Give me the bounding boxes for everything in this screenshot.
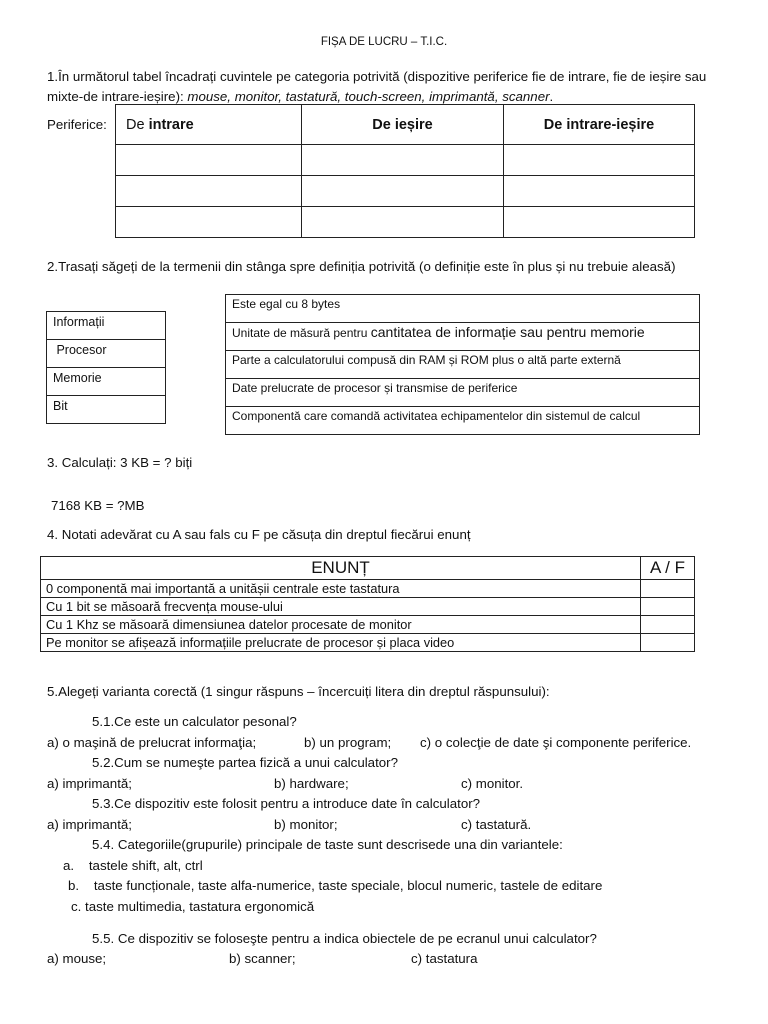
terms-box bbox=[46, 311, 166, 424]
option-b[interactable]: b. taste funcționale, taste alfa-numerice, taste speciale, blocul numeric, tastele de editare bbox=[68, 878, 603, 893]
table-cell[interactable] bbox=[302, 145, 504, 176]
question-1-text: 1.În următorul tabel încadrați cuvintele pe categoria potrivită (dispozitive periferice fie de intrare, fie de ieșire sau mixte-de intrare-ieșire): mouse, monitor, tastatură, touch-screen, imprimantă, scanner. bbox=[47, 69, 707, 104]
peripherals-table bbox=[115, 104, 695, 238]
header-input-output: De intrare-ieșire bbox=[504, 105, 695, 145]
table-cell[interactable] bbox=[116, 145, 302, 176]
header-output: De ieșire bbox=[302, 105, 504, 145]
answer-cell[interactable] bbox=[641, 616, 695, 634]
option-c[interactable]: c) tastatură. bbox=[461, 817, 532, 832]
option-a[interactable]: a) o maşină de prelucrat informaţia; bbox=[47, 735, 257, 750]
table-row: Pe monitor se afișează informațiile prelucrate de procesor și placa video bbox=[41, 634, 641, 652]
answer-cell[interactable] bbox=[641, 580, 695, 598]
question-5-2: 5.2.Cum se numeşte partea fizică a unui calculator? bbox=[92, 755, 398, 770]
term-item: Informații bbox=[47, 312, 165, 340]
question-5-4: 5.4. Categoriile(grupurile) principale de taste sunt descrisede una din variantele: bbox=[92, 837, 563, 852]
definitions-box bbox=[225, 294, 700, 435]
definition-item: Parte a calculatorului compusă din RAM și ROM plus o altă parte externă bbox=[226, 351, 699, 379]
definition-item: Este egal cu 8 bytes bbox=[226, 295, 699, 323]
question-5-1: 5.1.Ce este un calculator pesonal? bbox=[92, 714, 297, 729]
option-b[interactable]: b) un program; bbox=[304, 735, 392, 750]
table-cell[interactable] bbox=[504, 176, 695, 207]
term-item: Memorie bbox=[47, 368, 165, 396]
true-false-table bbox=[40, 556, 695, 652]
question-3-line-2: 7168 KB = ?MB bbox=[51, 498, 145, 513]
table-cell[interactable] bbox=[302, 207, 504, 238]
option-b[interactable]: b) scanner; bbox=[229, 951, 296, 966]
question-2-text: 2.Trasați săgeți de la termenii din stânga spre definiția potrivită (o definiție este în plus și nu trebuie aleasă) bbox=[47, 259, 676, 274]
header-statement: ENUNȚ bbox=[41, 557, 641, 580]
table-row: Cu 1 Khz se măsoară dimensiunea datelor procesate de monitor bbox=[41, 616, 641, 634]
option-a[interactable]: a) imprimantă; bbox=[47, 817, 132, 832]
option-c[interactable]: c) o colecţie de date şi componente periferice. bbox=[420, 735, 692, 750]
table-cell[interactable] bbox=[116, 207, 302, 238]
question-4-text: 4. Notati adevărat cu A sau fals cu F pe căsuța din dreptul fiecărui enunț bbox=[47, 527, 471, 542]
option-c[interactable]: c) monitor. bbox=[461, 776, 524, 791]
table-row: Cu 1 bit se măsoară frecvența mouse-ului bbox=[41, 598, 641, 616]
page-title: FIȘA DE LUCRU – T.I.C. bbox=[320, 36, 448, 48]
option-b[interactable]: b) hardware; bbox=[274, 776, 349, 791]
option-c[interactable]: c. taste multimedia, tastatura ergonomică bbox=[71, 899, 315, 914]
table-row: 0 componentă mai importantă a unitășii centrale este tastatura bbox=[41, 580, 641, 598]
peripherals-label: Periferice: bbox=[47, 117, 107, 132]
answer-cell[interactable] bbox=[641, 598, 695, 616]
option-c[interactable]: c) tastatura bbox=[411, 951, 478, 966]
term-item: Procesor bbox=[47, 340, 165, 368]
option-a[interactable]: a. tastele shift, alt, ctrl bbox=[63, 858, 203, 873]
header-af: A / F bbox=[641, 557, 695, 580]
table-cell[interactable] bbox=[116, 176, 302, 207]
table-cell[interactable] bbox=[302, 176, 504, 207]
header-input: De intrare bbox=[116, 105, 302, 145]
definition-item: Componentă care comandă activitatea echipamentelor din sistemul de calcul bbox=[232, 409, 641, 423]
definition-item: Date prelucrate de procesor și transmise de periferice bbox=[226, 379, 699, 407]
question-1-words: mouse, monitor, tastatură, touch-screen, imprimantă, scanner bbox=[187, 89, 550, 104]
table-cell[interactable] bbox=[504, 145, 695, 176]
option-a[interactable]: a) mouse; bbox=[47, 951, 107, 966]
question-3-line-1: 3. Calculați: 3 KB = ? biți bbox=[47, 455, 193, 470]
question-5-5: 5.5. Ce dispozitiv se foloseşte pentru a indica obiectele de pe ecranul unui calculator? bbox=[92, 931, 597, 946]
definition-item: Unitate de măsură pentru cantitatea de informație sau pentru memorie bbox=[226, 323, 699, 351]
option-a[interactable]: a) imprimantă; bbox=[47, 776, 132, 791]
table-cell[interactable] bbox=[504, 207, 695, 238]
question-5-text: 5.Alegeți varianta corectă (1 singur răspuns – încercuiți litera din dreptul răspunsului): bbox=[47, 684, 550, 699]
term-item: Bit bbox=[53, 399, 68, 413]
answer-cell[interactable] bbox=[641, 634, 695, 652]
option-b[interactable]: b) monitor; bbox=[274, 817, 338, 832]
question-5-3: 5.3.Ce dispozitiv este folosit pentru a introduce date în calculator? bbox=[92, 796, 481, 811]
